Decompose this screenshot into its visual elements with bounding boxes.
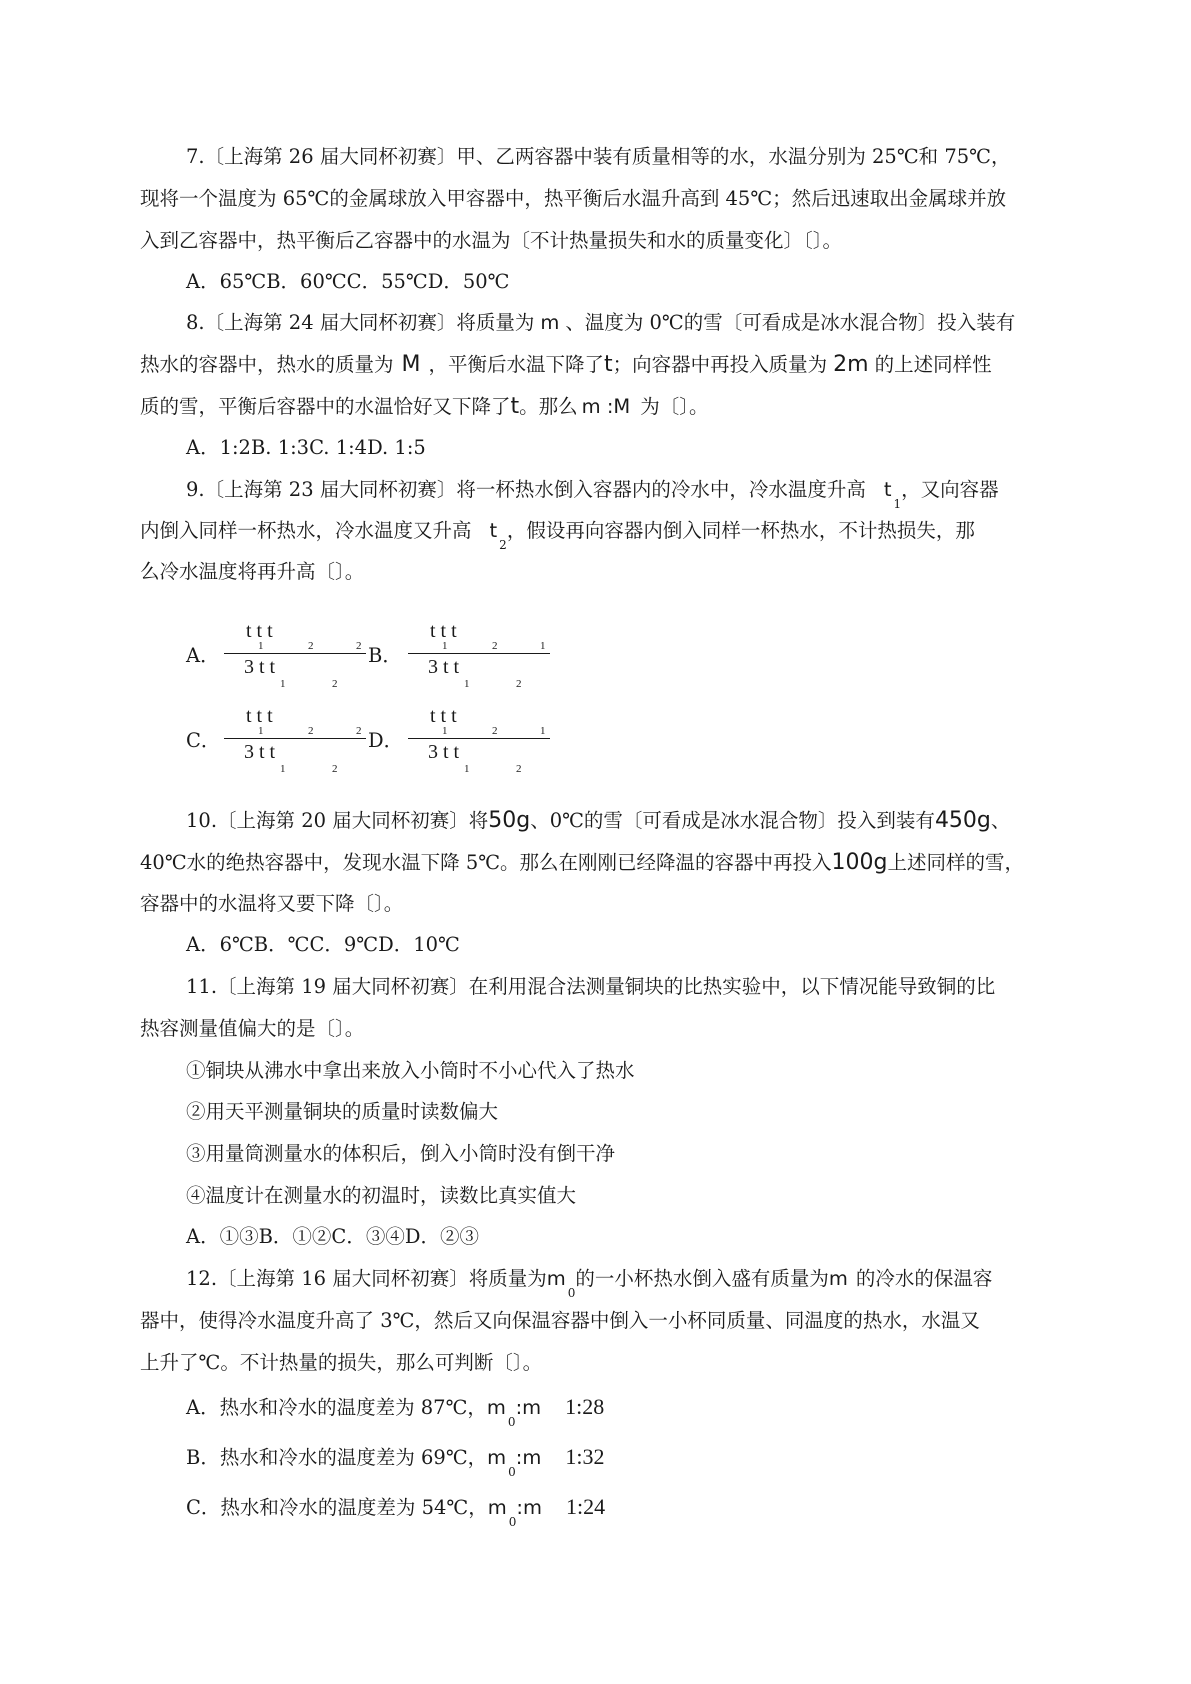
q12-option-c-ratio: 1:24 (565, 1494, 606, 1519)
q10-line-1-b: 、0℃的雪〔可看成是冰水混合物〕投入到装有 (530, 809, 935, 832)
q9-b-fraction-bar (408, 653, 550, 654)
q12-option-b-sub: 0 (508, 1465, 516, 1479)
q8-t2: t (510, 394, 520, 419)
q12-line-1-a: 12.〔上海第 16 届大同杯初赛〕将质量为 (186, 1267, 547, 1290)
q11-item-3: ③用量筒测量水的体积后，倒入小筒时没有倒干净 (186, 1142, 616, 1165)
q10-450g: 450g (934, 808, 991, 833)
q9-line-1-b: ，又向容器 (901, 478, 999, 501)
q12-option-a-text: A．热水和冷水的温度差为 87℃， (186, 1396, 487, 1419)
q12-line-1 (186, 1267, 993, 1300)
q9-b-num-sub-3: 1 (540, 640, 546, 652)
q12-line-1-b: 的一小杯热水倒入盛有质量为 (575, 1267, 829, 1290)
q12-option-a-sub: 0 (507, 1415, 516, 1429)
q9-d-num-sub-1: 1 (442, 725, 448, 737)
q9-b-den-sub-1: 1 (464, 678, 470, 690)
q9-a-num-sub-1: 1 (258, 640, 264, 652)
q12-option-c-m0: m (487, 1496, 507, 1519)
q12-option-c-text: C．热水和冷水的温度差为 54℃， (186, 1496, 488, 1519)
q12-m0-sub: 0 (567, 1286, 576, 1300)
q9-d-den-sub-1: 1 (464, 763, 470, 775)
q10-line-3: 容器中的水温将又要下降〔〕。 (140, 892, 404, 915)
q9-a-den-sub-1: 1 (280, 678, 286, 690)
q9-a-numerator: t t t (246, 620, 273, 642)
q11-item-1: ①铜块从沸水中拿出来放入小筒时不小心代入了热水 (186, 1059, 635, 1082)
q8-line-2-b: ，平衡后水温下降了 (428, 353, 605, 376)
q9-c-num-sub-2: 2 (308, 725, 314, 737)
q12-option-c (186, 1494, 606, 1529)
q9-line-2-b: ，假设再向容器内倒入同样一杯热水，不计热损失，那 (506, 519, 975, 542)
q10-50g: 50g (488, 808, 531, 833)
q11-item-2: ②用天平测量铜块的质量时读数偏大 (186, 1100, 499, 1123)
q10-100g: 100g (831, 850, 888, 875)
q9-line-2 (140, 519, 975, 552)
q9-b-den-sub-2: 2 (516, 678, 522, 690)
q12-option-c-sub: 0 (508, 1515, 517, 1529)
q8-line-1-b: 、温度为 0℃的雪〔可看成是冰水混合物〕投入装有 (565, 311, 1016, 334)
q9-a-num-sub-2: 2 (308, 640, 314, 652)
q12-m: m (828, 1267, 848, 1290)
q12-option-a-colon-m: :m (515, 1396, 542, 1419)
q12-line-3: 上升了℃。不计热量的损失，那么可判断〔〕。 (140, 1351, 543, 1374)
q9-c-fraction-bar (224, 738, 366, 739)
q9-line-1 (186, 478, 999, 511)
q10-line-2 (140, 852, 1024, 874)
q8-line-2-c: ；向容器中再投入质量为 (612, 353, 828, 376)
q9-c-numerator: t t t (246, 705, 273, 727)
q12-option-b-text: B．热水和冷水的温度差为 69℃， (186, 1446, 488, 1469)
q12-option-c-colon-m: :m (516, 1496, 542, 1519)
q12-option-b-colon-m: :m (515, 1446, 542, 1469)
q8-ratio: m :M (581, 395, 631, 418)
q8-mass-m: m (540, 311, 560, 334)
q9-c-den-sub-1: 1 (280, 763, 286, 775)
q9-t1-sub: 1 (893, 497, 902, 511)
q12-option-a (186, 1394, 605, 1429)
q8-options: A．1:2B. 1:3C. 1:4D. 1:5 (186, 436, 426, 459)
q12-option-b (186, 1444, 605, 1479)
q8-line-3-c: 为〔〕。 (640, 395, 709, 418)
q7-options: A．65℃B．60℃C．55℃D．50℃ (186, 270, 510, 293)
q12-line-2: 器中，使得冷水温度升高了 3℃，然后又向保温容器中倒入一小杯同质量、同温度的热水，水温又 (140, 1309, 980, 1332)
q9-option-c-label: C． (186, 729, 221, 752)
q9-b-num-sub-2: 2 (492, 640, 498, 652)
q9-d-denominator: 3 t t (428, 741, 460, 763)
q9-t2: t (489, 519, 498, 542)
q7-line-2: 现将一个温度为 65℃的金属球放入甲容器中，热平衡后水温升高到 45℃；然后迅速取出金属球并放 (140, 187, 1007, 210)
q9-d-numerator: t t t (430, 705, 457, 727)
q9-b-denominator: 3 t t (428, 656, 460, 678)
q9-b-num-sub-1: 1 (442, 640, 448, 652)
q10-line-2-a: 40℃水的绝热容器中，发现水温下降 5℃。那么在刚刚已经降温的容器中再投入 (140, 851, 832, 874)
q12-option-b-m0: m (487, 1446, 507, 1469)
q9-b-numerator: t t t (430, 620, 457, 642)
q8-line-2-d: 的上述同样性 (874, 353, 992, 376)
q10-line-2-b: 上述同样的雪， (887, 851, 1025, 874)
q9-a-denominator: 3 t t (244, 656, 276, 678)
q9-line-1-a: 9.〔上海第 23 届大同杯初赛〕将一杯热水倒入容器内的冷水中，冷水温度升高 (186, 478, 866, 501)
q9-a-den-sub-2: 2 (332, 678, 338, 690)
q10-line-1-c: 、 (990, 809, 1011, 832)
q9-c-den-sub-2: 2 (332, 763, 338, 775)
q11-line-2: 热容测量值偏大的是〔〕。 (140, 1017, 365, 1040)
q7-line-3: 入到乙容器中，热平衡后乙容器中的水温为〔不计热量损失和水的质量变化〕〔〕。 (140, 229, 843, 252)
q12-option-b-ratio: 1:32 (565, 1444, 605, 1469)
q12-option-a-m0: m (486, 1396, 506, 1419)
q9-option-b-label: B． (368, 644, 402, 667)
q9-t1: t (883, 478, 892, 501)
q11-options: A．①③B．①②C．③④D．②③ (186, 1225, 479, 1248)
q8-mass-M: M (401, 352, 421, 377)
q7-line-1: 7.〔上海第 26 届大同杯初赛〕甲、乙两容器中装有质量相等的水，水温分别为 25℃和 75℃， (186, 145, 1011, 168)
q10-options: A．6℃B．℃C．9℃D．10℃ (186, 933, 460, 956)
q8-line-3 (140, 396, 709, 418)
q9-line-2-a: 内倒入同样一杯热水，冷水温度又升高 (140, 519, 472, 542)
q9-d-den-sub-2: 2 (516, 763, 522, 775)
q8-2m: 2m (833, 352, 869, 377)
q9-d-num-sub-3: 1 (540, 725, 546, 737)
q9-c-num-sub-3: 2 (356, 725, 362, 737)
q9-option-a-label: A． (186, 644, 220, 667)
q8-line-2-a: 热水的容器中，热水的质量为 (140, 353, 394, 376)
q10-line-1 (186, 810, 1010, 832)
q8-line-3-b: 。那么 (519, 395, 578, 418)
q12-option-a-ratio: 1:28 (565, 1394, 605, 1419)
q9-c-num-sub-1: 1 (258, 725, 264, 737)
q11-line-1: 11.〔上海第 19 届大同杯初赛〕在利用混合法测量铜块的比热实验中，以下情况能导致铜的比 (186, 975, 996, 998)
q9-option-d-label: D． (368, 729, 404, 752)
q8-line-1 (186, 313, 1015, 333)
q9-a-num-sub-3: 2 (356, 640, 362, 652)
q9-a-fraction-bar (224, 653, 366, 654)
q9-line-3: 么冷水温度将再升高〔〕。 (140, 560, 365, 583)
q9-t2-sub: 2 (499, 538, 507, 552)
q9-c-denominator: 3 t t (244, 741, 276, 763)
q11-item-4: ④温度计在测量水的初温时，读数比真实值大 (186, 1184, 577, 1207)
q12-m0: m (546, 1267, 566, 1290)
q9-d-fraction-bar (408, 738, 550, 739)
q12-line-1-c: 的冷水的保温容 (855, 1267, 993, 1290)
q8-line-1-a: 8.〔上海第 24 届大同杯初赛〕将质量为 (186, 311, 535, 334)
q8-line-3-a: 质的雪，平衡后容器中的水温恰好又下降了 (140, 395, 511, 418)
q9-d-num-sub-2: 2 (492, 725, 498, 737)
q8-line-2 (140, 354, 992, 376)
q10-line-1-a: 10.〔上海第 20 届大同杯初赛〕将 (186, 809, 489, 832)
q8-t: t (604, 352, 613, 377)
